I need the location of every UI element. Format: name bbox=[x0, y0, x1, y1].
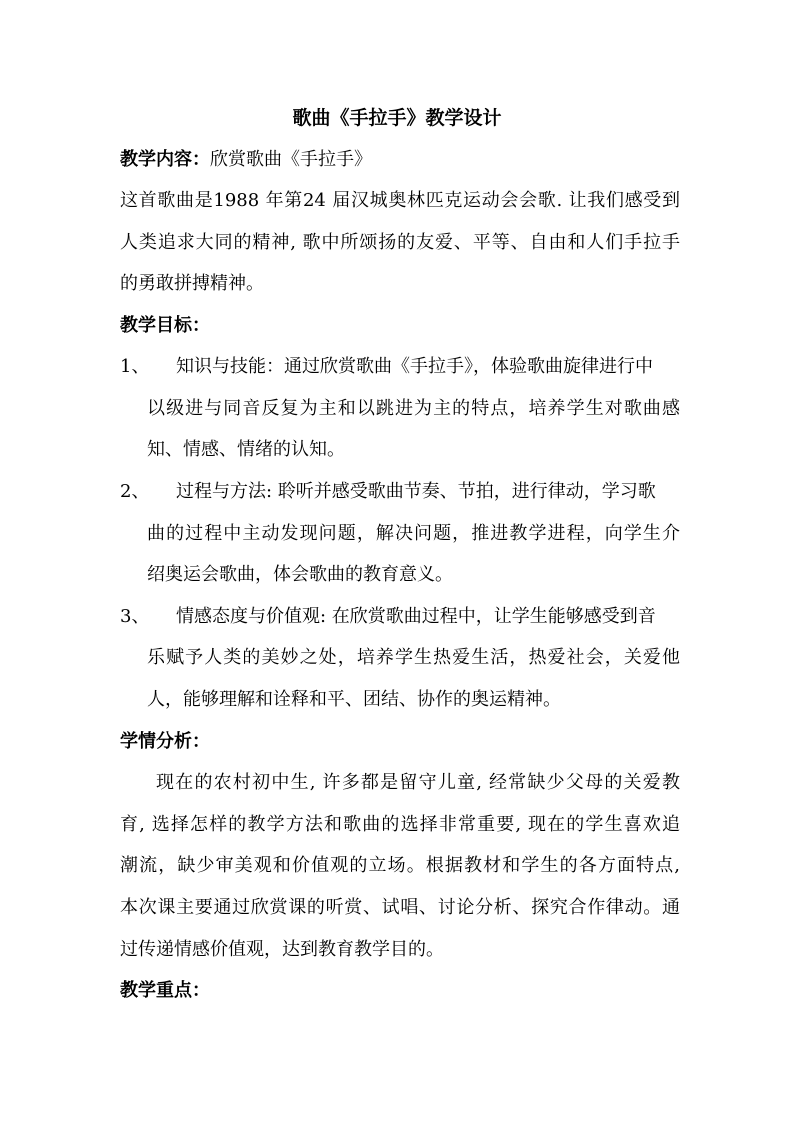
goals-heading: 教学目标： bbox=[120, 315, 210, 336]
intro-line-2: 人类追求大同的精神, 歌中所颂扬的友爱、平等、自由和人们手拉手 bbox=[120, 232, 680, 253]
goal-number: 1、 bbox=[120, 356, 150, 377]
goal-line: 以级进与同音反复为主和以跳进为主的特点，培养学生对歌曲感 bbox=[147, 398, 680, 419]
goal-line: 乐赋予人类的美妙之处，培养学生热爱生活，热爱社会，关爱他 bbox=[147, 647, 680, 668]
analysis-line-2: 育, 选择怎样的教学方法和歌曲的选择非常重要, 现在的学生喜欢追 bbox=[120, 814, 680, 835]
goal-item-1 bbox=[120, 352, 680, 382]
analysis-heading: 学情分析： bbox=[120, 731, 210, 752]
goal-line: 人，能够理解和诠释和平、团结、协作的奥运精神。 bbox=[147, 689, 561, 710]
goal-line: 知识与技能：通过欣赏歌曲《手拉手》，体验歌曲旋律进行中 bbox=[176, 356, 653, 377]
analysis-line-4: 本次课主要通过欣赏课的听赏、试唱、讨论分析、探究合作律动。通 bbox=[120, 897, 680, 918]
goal-item-3 bbox=[120, 602, 680, 632]
key-points-heading: 教学重点： bbox=[120, 980, 210, 1001]
goal-item-2 bbox=[120, 477, 680, 507]
document-title: 歌曲《手拉手》教学设计 bbox=[292, 107, 502, 129]
goal-line: 知、情感、情绪的认知。 bbox=[147, 439, 345, 460]
analysis-line-3: 潮流，缺少审美观和价值观的立场。根据教材和学生的各方面特点, bbox=[120, 855, 680, 876]
content-label: 教学内容： bbox=[120, 149, 210, 170]
goal-number: 3、 bbox=[120, 606, 150, 627]
goal-line: 曲的过程中主动发现问题，解决问题，推进教学进程，向学生介 bbox=[147, 523, 680, 544]
goal-number: 2、 bbox=[120, 481, 150, 502]
goal-line: 情感态度与价值观: 在欣赏歌曲过程中，让学生能够感受到音 bbox=[176, 606, 656, 627]
intro-line-3: 的勇敢拼搏精神。 bbox=[120, 273, 264, 294]
intro-line-1: 这首歌曲是1988 年第24 届汉城奥林匹克运动会会歌. 让我们感受到 bbox=[120, 190, 680, 211]
analysis-line-1: 现在的农村初中生, 许多都是留守儿童, 经常缺少父母的关爱教 bbox=[156, 772, 680, 793]
content-line bbox=[120, 145, 680, 175]
goal-line: 过程与方法: 聆听并感受歌曲节奏、节拍，进行律动，学习歌 bbox=[176, 481, 656, 502]
goal-line: 绍奥运会歌曲，体会歌曲的教育意义。 bbox=[147, 564, 453, 585]
content-value: 欣赏歌曲《手拉手》 bbox=[210, 149, 372, 170]
analysis-line-5: 过传递情感价值观，达到教育教学目的。 bbox=[120, 939, 444, 960]
